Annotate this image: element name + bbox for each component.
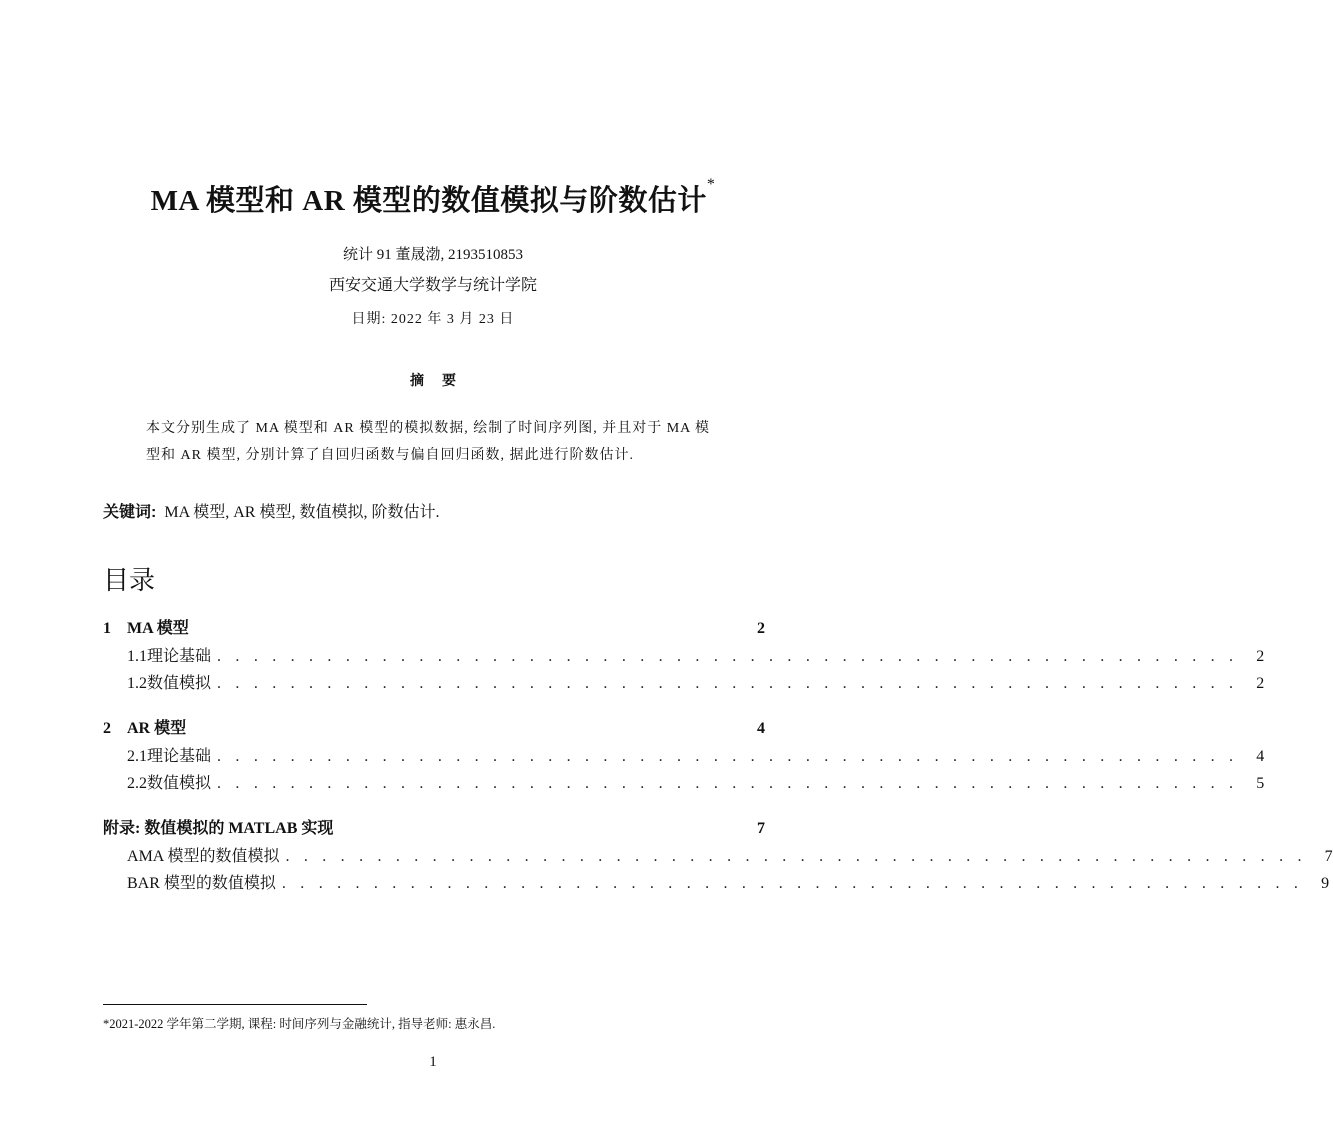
toc-entry-label: 数值模拟 — [147, 775, 212, 792]
toc-entry-1[interactable] — [103, 615, 765, 639]
toc-entry-number: B — [127, 875, 138, 892]
keywords — [103, 499, 439, 522]
toc-entry-number: 2.2 — [127, 775, 147, 792]
toc-entry-page: 9 — [1321, 875, 1330, 892]
title-footnote-mark: * — [706, 176, 716, 193]
abstract-heading: 摘要 — [410, 374, 474, 389]
toc-entry-label: 数值模拟 — [147, 675, 212, 692]
toc-entry-page: 4 — [757, 720, 765, 737]
abstract-text: 本文分别生成了 MA 模型和 AR 模型的模拟数据, 绘制了时间序列图, 并且对于 MA 模型和 AR 模型, 分别计算了自回归函数与偏自回归函数, 据此进行阶数估计. — [146, 421, 711, 463]
paper-title-text: MA 模型和 AR 模型的数值模拟与阶数估计 — [150, 185, 707, 217]
toc-entry-1-2[interactable] — [103, 670, 1265, 694]
toc-entry-number: 1.2 — [127, 675, 147, 692]
toc-entry-page: 7 — [1324, 848, 1333, 865]
keywords-text: MA 模型, AR 模型, 数值模拟, 阶数估计. — [164, 504, 440, 521]
toc-entry-page: 2 — [1256, 648, 1265, 665]
paper-title — [0, 178, 866, 219]
author-line: 统计 91 董晟渤, 2193510853 — [342, 247, 523, 263]
toc-entry-number: 1.1 — [127, 648, 147, 665]
toc-entry-appendix[interactable] — [103, 815, 765, 839]
toc-entry-page: 2 — [757, 620, 765, 637]
toc-entry-label: 理论基础 — [147, 648, 212, 665]
date-line: 日期: 2022 年 3 月 23 日 — [351, 312, 515, 327]
toc-leader: . . . . . . . . . . . . . . . . . . . . . . . . . . . . . . . . . . . . . . . . . . . . . . . . . . . . . . . . — [217, 748, 1239, 765]
toc-entry-page: 4 — [1256, 748, 1265, 765]
toc-leader: . . . . . . . . . . . . . . . . . . . . . . . . . . . . . . . . . . . . . . . . . . . . . . . . . . . . . . . . — [217, 775, 1239, 792]
toc-entry-number: 1 — [103, 620, 111, 637]
toc-entry-1-1[interactable] — [103, 643, 1265, 667]
toc-entry-number: A — [127, 848, 139, 865]
toc-leader: . . . . . . . . . . . . . . . . . . . . . . . . . . . . . . . . . . . . . . . . . . . . . . . . . . . . . . . . — [217, 675, 1239, 692]
toc-heading: 目录 — [103, 565, 156, 595]
toc-leader: . . . . . . . . . . . . . . . . . . . . . . . . . . . . . . . . . . . . . . . . . . . . . . . . . . . . . . . . — [281, 875, 1304, 892]
toc-entry-label: AR 模型 — [127, 720, 187, 737]
toc-entry-2-1[interactable] — [103, 743, 1265, 767]
toc-entry-label: 理论基础 — [147, 748, 212, 765]
toc-entry-2-2[interactable] — [103, 770, 1265, 794]
toc-entry-page: 5 — [1256, 775, 1265, 792]
toc-leader: . . . . . . . . . . . . . . . . . . . . . . . . . . . . . . . . . . . . . . . . . . . . . . . . . . . . . . . . — [217, 648, 1239, 665]
toc-leader: . . . . . . . . . . . . . . . . . . . . . . . . . . . . . . . . . . . . . . . . . . . . . . . . . . . . . . . . — [285, 848, 1307, 865]
affiliation: 西安交通大学数学与统计学院 — [328, 277, 537, 294]
toc-entry-number: 2 — [103, 720, 111, 737]
toc-entry-page: 7 — [757, 820, 765, 837]
toc-entry-number: 2.1 — [127, 748, 147, 765]
toc-entry-2[interactable] — [103, 715, 765, 739]
keywords-label: 关键词: — [103, 504, 157, 521]
footnote-rule — [103, 1004, 367, 1005]
toc-entry-label: MA 模型的数值模拟 — [138, 848, 280, 865]
toc-entry-label: 附录: 数值模拟的 MATLAB 实现 — [103, 820, 334, 837]
toc-entry-label: AR 模型的数值模拟 — [137, 875, 276, 892]
page-number: 1 — [429, 1054, 437, 1070]
toc-entry-appendix-a[interactable] — [103, 843, 1333, 867]
footnote: *2021-2022 学年第二学期, 课程: 时间序列与金融统计, 指导老师: 惠永昌. — [103, 1017, 496, 1031]
toc-entry-page: 2 — [1256, 675, 1265, 692]
toc-entry-appendix-b[interactable] — [103, 870, 1330, 894]
toc-entry-label: MA 模型 — [127, 620, 189, 637]
